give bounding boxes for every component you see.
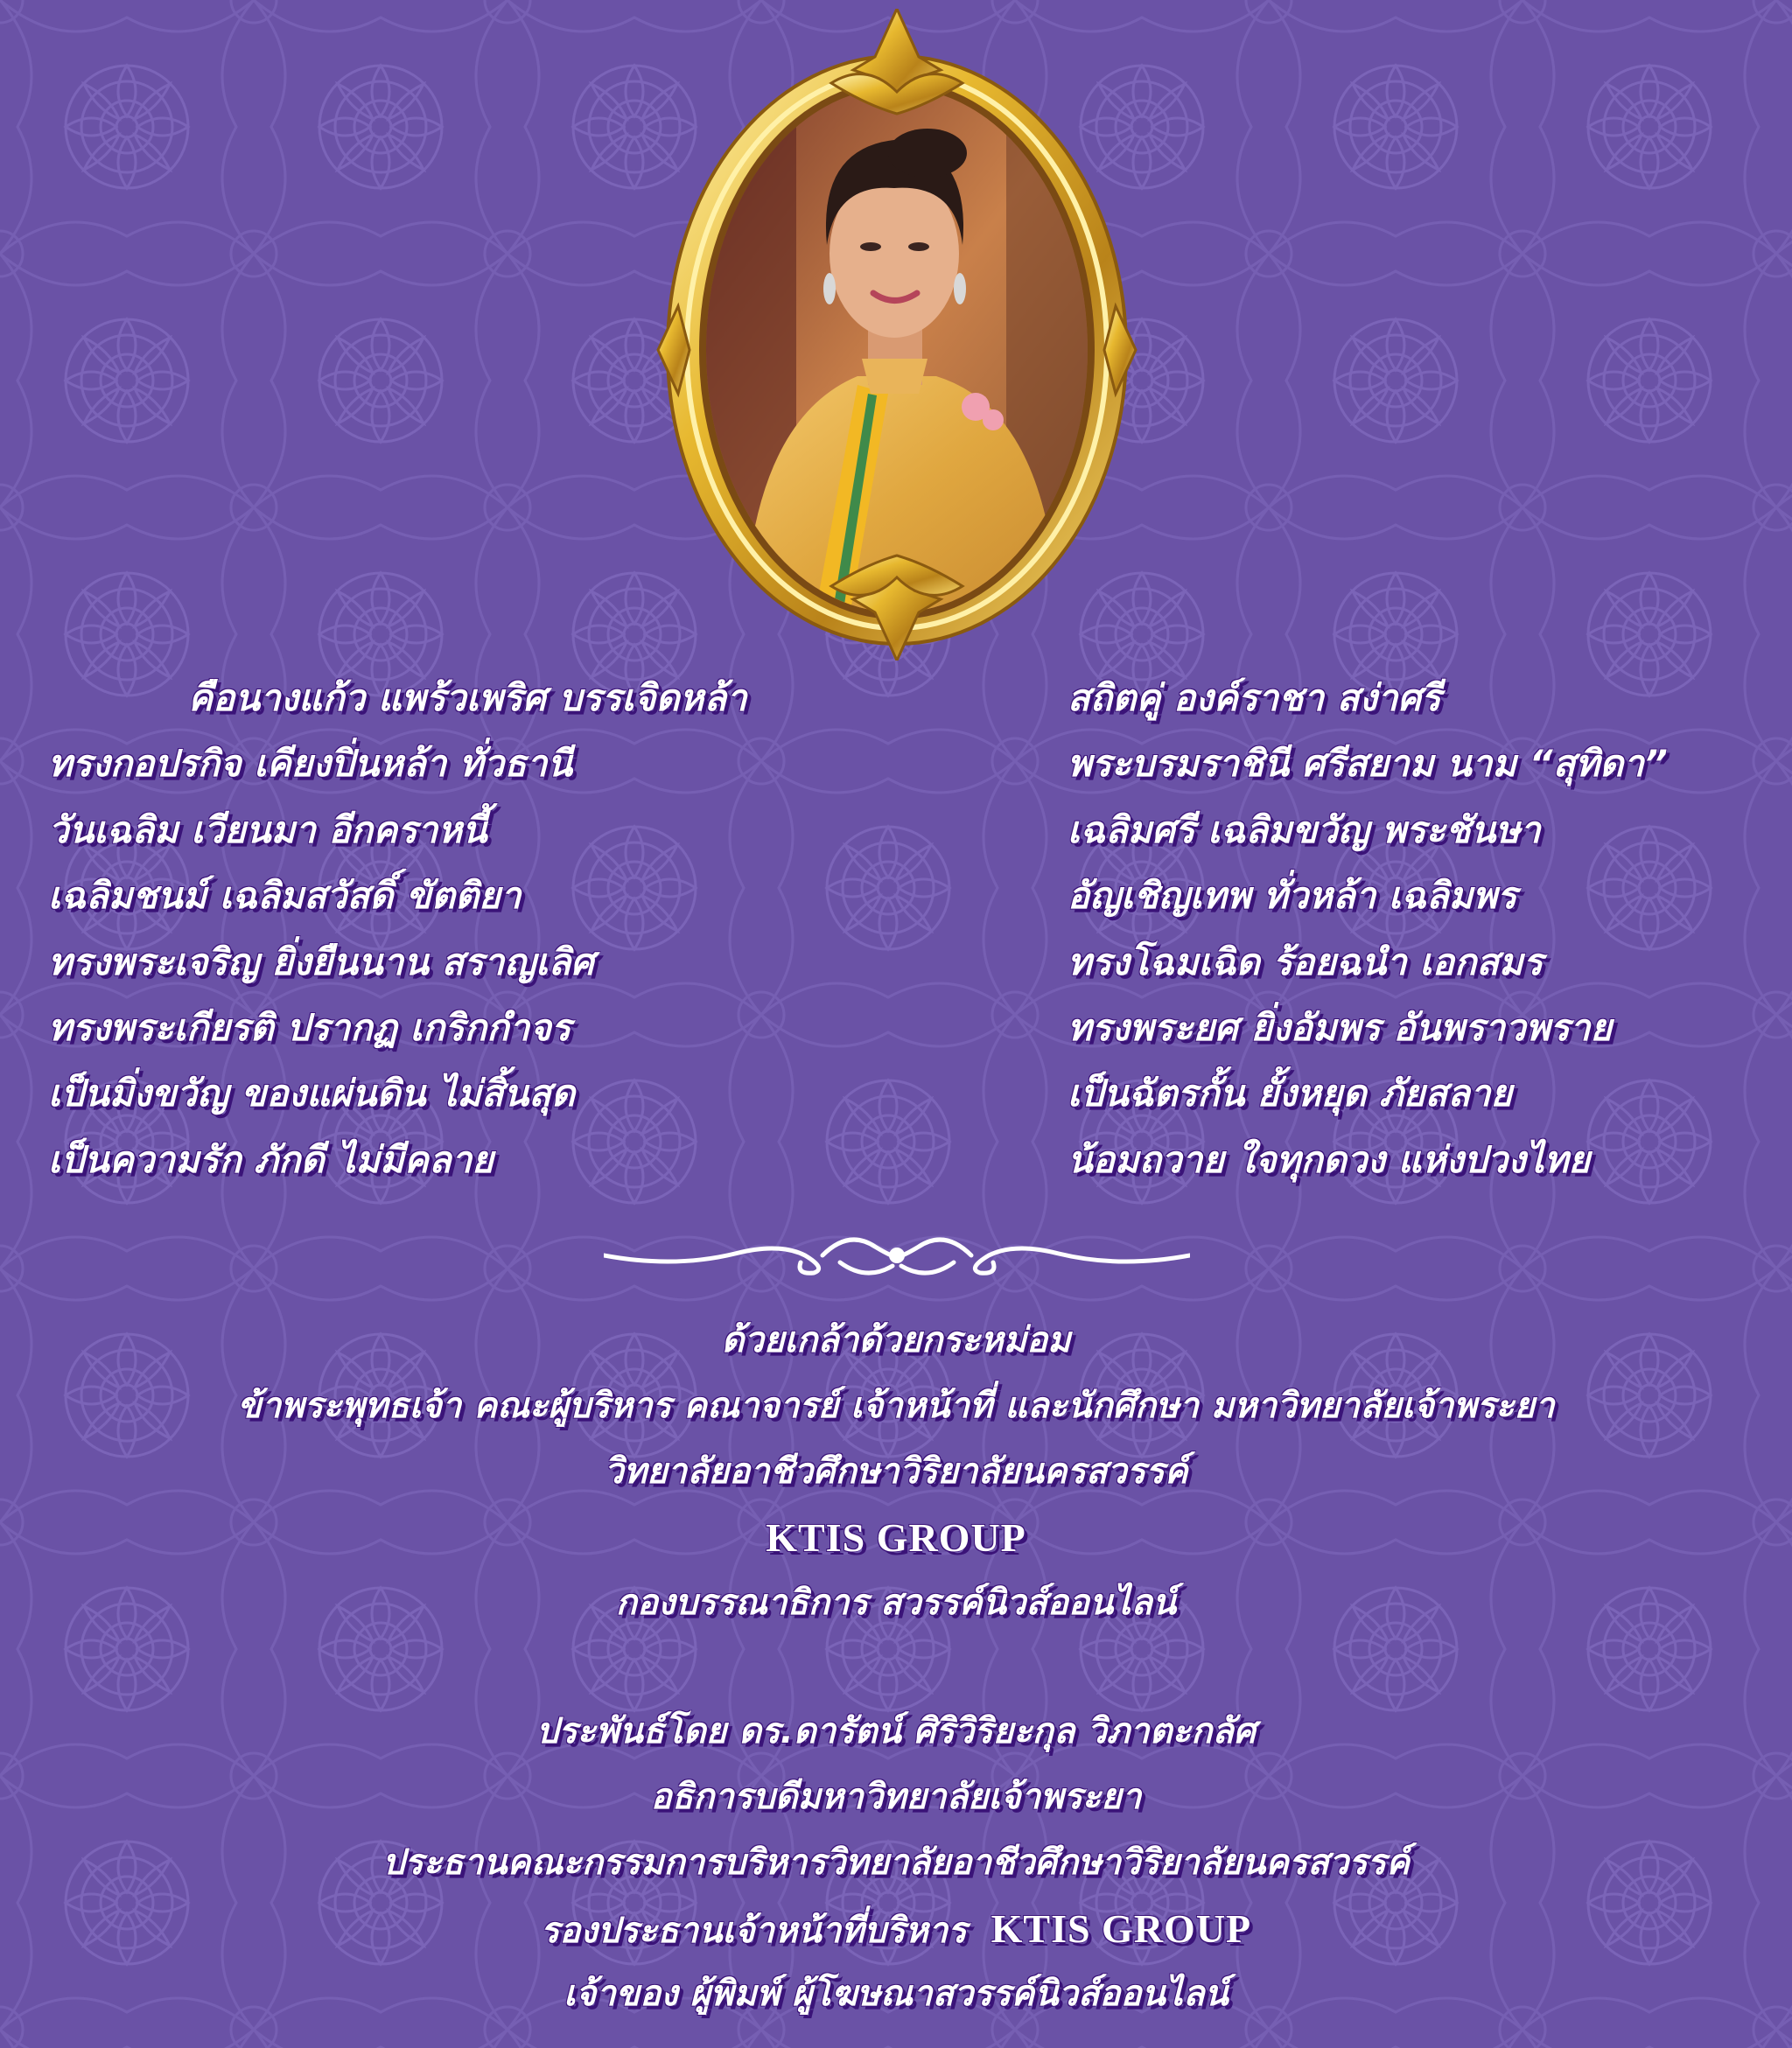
poem-line: สถิตคู่ องค์ราชา สง่าศรี — [1068, 676, 1441, 719]
dedication-line: ข้าพระพุทธเจ้า คณะผู้บริหาร คณาจารย์ เจ้าหน้าที่ และนักศึกษา มหาวิทยาลัยเจ้าพระยา — [237, 1386, 1555, 1426]
dedication-line: วิทยาลัยอาชีวศึกษาวิริยาลัยนครสวรรค์ — [604, 1451, 1188, 1492]
poem-line: ทรงพระเกียรติ ปรากฏ เกริกกำจร — [48, 1005, 571, 1049]
poem-line: เฉลิมศรี เฉลิมขวัญ พระชันษา — [1068, 807, 1541, 851]
flourish-divider — [604, 1220, 1190, 1290]
poem-line: เฉลิมชนม์ เฉลิมสวัสดิ์ ขัตติยา — [48, 874, 522, 918]
author-line — [0, 1896, 1792, 1961]
poem-line: วันเฉลิม เวียนมา อีกคราหนี้ — [48, 807, 487, 851]
poem-line: ทรงพระยศ ยิ่งอัมพร อันพราวพราย — [1068, 1005, 1613, 1049]
organization-name: KTIS GROUP — [766, 1515, 1026, 1560]
author-title: รองประธานเจ้าหน้าที่บริหาร — [540, 1911, 967, 1951]
poem-line: เป็นความรัก ภักดี ไม่มีคลาย — [48, 1137, 494, 1181]
poem-line: เป็นมิ่งขวัญ ของแผ่นดิน ไม่สิ้นสุด — [48, 1072, 576, 1115]
organization-name: KTIS GROUP — [990, 1906, 1252, 1951]
dedication-line: ด้วยเกล้าด้วยกระหม่อม — [721, 1320, 1071, 1360]
poem-right-column — [1068, 665, 1785, 1192]
poem-left-column — [48, 665, 1011, 1192]
poem-line: ทรงโฉมเฉิด ร้อยฉนำ เอกสมร — [1068, 940, 1544, 983]
dedication-block — [0, 1308, 1792, 2027]
poem-line: พระบรมราชินี ศรีสยาม นาม “สุทิดา” — [1068, 742, 1668, 786]
poem-line: อัญเชิญเทพ ทั่วหล้า เฉลิมพร — [1068, 874, 1517, 918]
author-line: เจ้าของ ผู้พิมพ์ ผู้โฆษณาสวรรค์นิวส์ออนไลน์ — [564, 1974, 1228, 2014]
poem-line: น้อมถวาย ใจทุกดวง แห่งปวงไทย — [1068, 1137, 1591, 1181]
dedication-line: กองบรรณาธิการ สวรรค์นิวส์ออนไลน์ — [615, 1583, 1177, 1623]
author-line: อธิการบดีมหาวิทยาลัยเจ้าพระยา — [650, 1777, 1142, 1817]
poem-line: ทรงกอปรกิจ เคียงปิ่นหล้า ทั่วธานี — [48, 742, 573, 786]
poem-line: ทรงพระเจริญ ยิ่งยืนนาน สราญเลิศ — [48, 940, 594, 983]
author-line: ประธานคณะกรรมการบริหารวิทยาลัยอาชีวศึกษาวิริยาลัยนครสวรรค์ — [382, 1842, 1410, 1883]
poem-line: เป็นฉัตรกั้น ยั้งหยุด ภัยสลาย — [1068, 1072, 1513, 1115]
author-line: ประพันธ์โดย ดร.ดารัตน์ ศิริวิริยะกุล วิภาตะกลัศ — [536, 1711, 1256, 1751]
poem — [0, 665, 1792, 1190]
portrait-frame — [639, 9, 1155, 661]
poem-line: คือนางแก้ว แพร้วเพริศ บรรเจิดหล้า — [188, 676, 747, 719]
